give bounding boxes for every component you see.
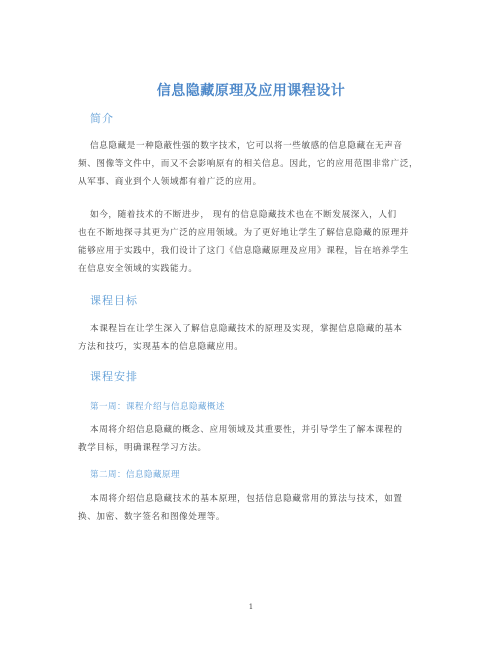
text-line: 教学目标，明确课程学习方法。 (78, 443, 207, 453)
text-line: 如今，随着技术的不断进步， 现有的信息隐藏技术也在不断发展深入，人们 (90, 210, 397, 220)
page-number: 1 (248, 603, 254, 611)
week2-paragraph (78, 490, 430, 526)
text-line: 在信息安全领域的实践能力。 (78, 264, 198, 274)
goal-paragraph (78, 320, 430, 356)
intro-paragraph-2 (78, 206, 430, 278)
text-line: 换、加密、数字签名和图像处理等。 (78, 512, 226, 522)
text-line: 信息隐藏是一种隐蔽性强的数字技术，它可以将一些敏感的信息隐藏在无声音 (90, 141, 403, 151)
document-title: 信息隐藏原理及应用课程设计 (156, 83, 346, 99)
week1-heading: 第一周：课程介绍与信息隐藏概述 (90, 402, 226, 412)
section-heading-intro: 简介 (90, 112, 114, 125)
week1-paragraph (78, 421, 430, 457)
text-line: 频、图像等文件中，而又不会影响原有的相关信息。因此，它的应用范围非常广泛， (78, 159, 419, 169)
section-heading-goals: 课程目标 (90, 294, 138, 307)
text-line: 本课程旨在让学生深入了解信息隐藏技术的原理及实现，掌握信息隐藏的基本 (90, 324, 403, 334)
text-line: 本周将介绍信息隐藏的概念、应用领域及其重要性，并引导学生了解本课程的 (90, 425, 403, 435)
text-line: 方法和技巧，实现基本的信息隐藏应用。 (78, 342, 244, 352)
text-line: 本周将介绍信息隐藏技术的基本原理，包括信息隐藏常用的算法与技术，如置 (90, 494, 403, 504)
intro-paragraph-1 (78, 137, 430, 191)
text-line: 能够应用于实践中，我们设计了这门《信息隐藏原理及应用》课程，旨在培养学生 (78, 246, 409, 256)
text-line: 从军事、商业到个人领域都有着广泛的应用。 (78, 177, 262, 187)
week2-heading: 第二周：信息隐藏原理 (90, 470, 181, 480)
text-line: 也在不断地探寻其更为广泛的应用领域。为了更好地让学生了解信息隐藏的原理并 (78, 228, 409, 238)
section-heading-schedule: 课程安排 (90, 370, 138, 383)
